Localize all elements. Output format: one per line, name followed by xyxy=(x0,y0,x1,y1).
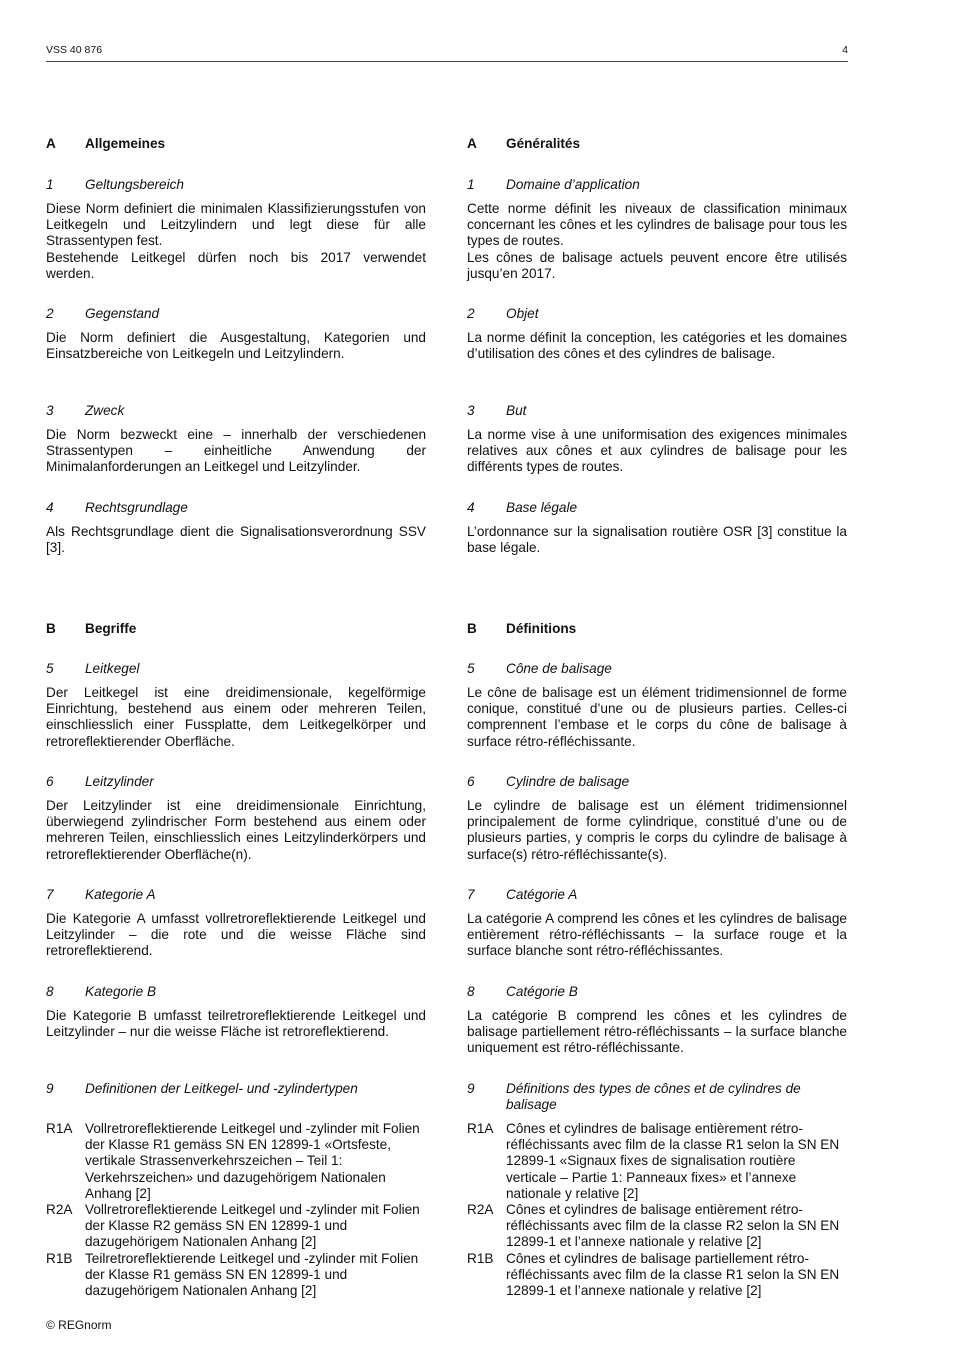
paragraph-1: Cette norme définit les niveaux de classification minimaux concernant les cônes et les cylindres de balisage pour tous les types de routes. Les cônes de balisage actuels peuvent encore être utilisés jusqu’en 2017. xyxy=(467,201,847,281)
section-heading-a: A Généralités xyxy=(467,136,581,151)
paragraph-8: Die Kategorie B umfasst teilretroreflektierende Leitkegel und Leitzylinder – nur die weisse Fläche ist retroreflektierend. xyxy=(46,1008,426,1040)
subsection-heading-3: 3 Zweck xyxy=(46,403,125,418)
subsection-heading-4: 4 Base légale xyxy=(467,500,578,515)
paragraph-8: La catégorie B comprend les cônes et les cylindres de balisage partiellement rétro-réfléchissants – la surface blanche uniquement est rétro-réfléchissante. xyxy=(467,1008,847,1056)
document-id: VSS 40 876 xyxy=(46,44,103,56)
subsection-heading-8: 8 Kategorie B xyxy=(46,984,157,999)
page-number: 4 xyxy=(842,44,848,56)
subsection-heading-7: 7 Catégorie A xyxy=(467,887,578,902)
subsection-heading-6: 6 Leitzylinder xyxy=(46,774,154,789)
definition-r1a: R1A Vollretroreflektierende Leitkegel und -zylinder mit Folien der Klasse R1 gemäss SN EN 12899-1 «Ortsfeste, vertikale Strassenverkehrszeichen – Teil 1: Verkehrszeichen» und dazugehörigem Nationalen Anhang [2] xyxy=(46,1121,420,1201)
subsection-heading-1: 1 Geltungsbereich xyxy=(46,177,184,192)
definition-r1a: R1A Cônes et cylindres de balisage entièrement rétro-réfléchissants avec film de la classe R1 selon la SN EN 12899-1 «Signaux fixes de signalisation routière verticale – Partie 1: Panneaux fixes» et l’annexe nationale y relative [2] xyxy=(467,1121,840,1201)
subsection-heading-8: 8 Catégorie B xyxy=(467,984,578,999)
copyright-footer: © REGnorm xyxy=(46,1318,112,1332)
subsection-heading-9: 9 Définitions des types de cônes et de cylindres de balisage xyxy=(467,1081,801,1113)
header-divider xyxy=(46,61,848,62)
subsection-heading-9: 9 Definitionen der Leitkegel- und -zylindertypen xyxy=(46,1081,358,1096)
paragraph-7: Die Kategorie A umfasst vollretroreflektierende Leitkegel und Leitzylinder – die rote und die weisse Fläche sind retroreflektierend. xyxy=(46,911,426,959)
section-heading-b: B Begriffe xyxy=(46,621,137,636)
subsection-heading-7: 7 Kategorie A xyxy=(46,887,156,902)
subsection-heading-3: 3 But xyxy=(467,403,527,418)
paragraph-4: L’ordonnance sur la signalisation routière OSR [3] constitue la base légale. xyxy=(467,524,847,556)
page-header xyxy=(46,44,848,62)
section-heading-a: A Allgemeines xyxy=(46,136,166,151)
paragraph-2: La norme définit la conception, les catégories et les domaines d’utilisation des cônes et des cylindres de balisage. xyxy=(467,330,847,362)
paragraph-1: Diese Norm definiert die minimalen Klassifizierungsstufen von Leitkegeln und Leitzylindern und legt diese für alle Strassentypen fest. Bestehende Leitkegel dürfen noch bis 2017 verwendet werden. xyxy=(46,201,426,281)
subsection-heading-6: 6 Cylindre de balisage xyxy=(467,774,630,789)
paragraph-7: La catégorie A comprend les cônes et les cylindres de balisage entièrement rétro-réfléchissants – la surface rouge et la surface blanche sont rétro-réfléchissantes. xyxy=(467,911,847,959)
subsection-heading-2: 2 Objet xyxy=(467,306,539,321)
section-heading-b: B Définitions xyxy=(467,621,577,636)
paragraph-6: Der Leitzylinder ist eine dreidimensionale Einrichtung, überwiegend zylindrischer Form bestehend aus einem oder mehreren Teilen, einschliesslich eines Leitzylinderkörpers und retroreflektierender Oberfläche(n). xyxy=(46,798,426,862)
subsection-heading-2: 2 Gegenstand xyxy=(46,306,160,321)
subsection-heading-1: 1 Domaine d’application xyxy=(467,177,640,192)
subsection-heading-5: 5 Cône de balisage xyxy=(467,661,612,676)
definition-r1b: R1B Teilretroreflektierende Leitkegel und -zylinder mit Folien der Klasse R1 gemäss SN EN 12899-1 und dazugehörigem Nationalen Anhang [2] xyxy=(46,1251,419,1299)
definition-r1b: R1B Cônes et cylindres de balisage partiellement rétro-réfléchissants avec film de la classe R1 selon la SN EN 12899-1 et l’annexe nationale y relative [2] xyxy=(467,1251,840,1299)
paragraph-3: La norme vise à une uniformisation des exigences minimales relatives aux cônes et aux cylindres de balisage pour les différents types de routes. xyxy=(467,427,847,475)
subsection-heading-4: 4 Rechtsgrundlage xyxy=(46,500,188,515)
definition-r2a: R2A Vollretroreflektierende Leitkegel und -zylinder mit Folien der Klasse R2 gemäss SN EN 12899-1 und dazugehörigem Nationalen Anhang [2] xyxy=(46,1202,420,1250)
paragraph-3: Die Norm bezweckt eine – innerhalb der verschiedenen Strassentypen – einheitliche Anwendung der Minimalanforderungen an Leitkegel und Leitzylinder. xyxy=(46,427,426,475)
paragraph-2: Die Norm definiert die Ausgestaltung, Kategorien und Einsatzbereiche von Leitkegeln und Leitzylindern. xyxy=(46,330,426,362)
definition-r2a: R2A Cônes et cylindres de balisage entièrement rétro-réfléchissants avec film de la classe R2 selon la SN EN 12899-1 et l’annexe nationale y relative [2] xyxy=(467,1202,840,1250)
paragraph-5: Der Leitkegel ist eine dreidimensionale, kegelförmige Einrichtung, bestehend aus einem oder mehreren Teilen, einschliesslich einer Fussplatte, dem Leitkegelkörper und retroreflektierender Oberfläche. xyxy=(46,685,426,749)
paragraph-6: Le cylindre de balisage est un élément tridimensionnel principalement de forme cylindrique, constitué d’une ou de plusieurs parties, y compris le corps du cylindre de balisage à surface(s) rétro-réfléchissante(s). xyxy=(467,798,847,862)
paragraph-4: Als Rechtsgrundlage dient die Signalisationsverordnung SSV [3]. xyxy=(46,524,426,556)
paragraph-5: Le cône de balisage est un élément tridimensionnel de forme conique, constitué d’une ou de plusieurs parties. Celles-ci comprennent l’embase et le corps du cône de balisage à surface rétro-réfléchissante. xyxy=(467,685,847,749)
subsection-heading-5: 5 Leitkegel xyxy=(46,661,140,676)
